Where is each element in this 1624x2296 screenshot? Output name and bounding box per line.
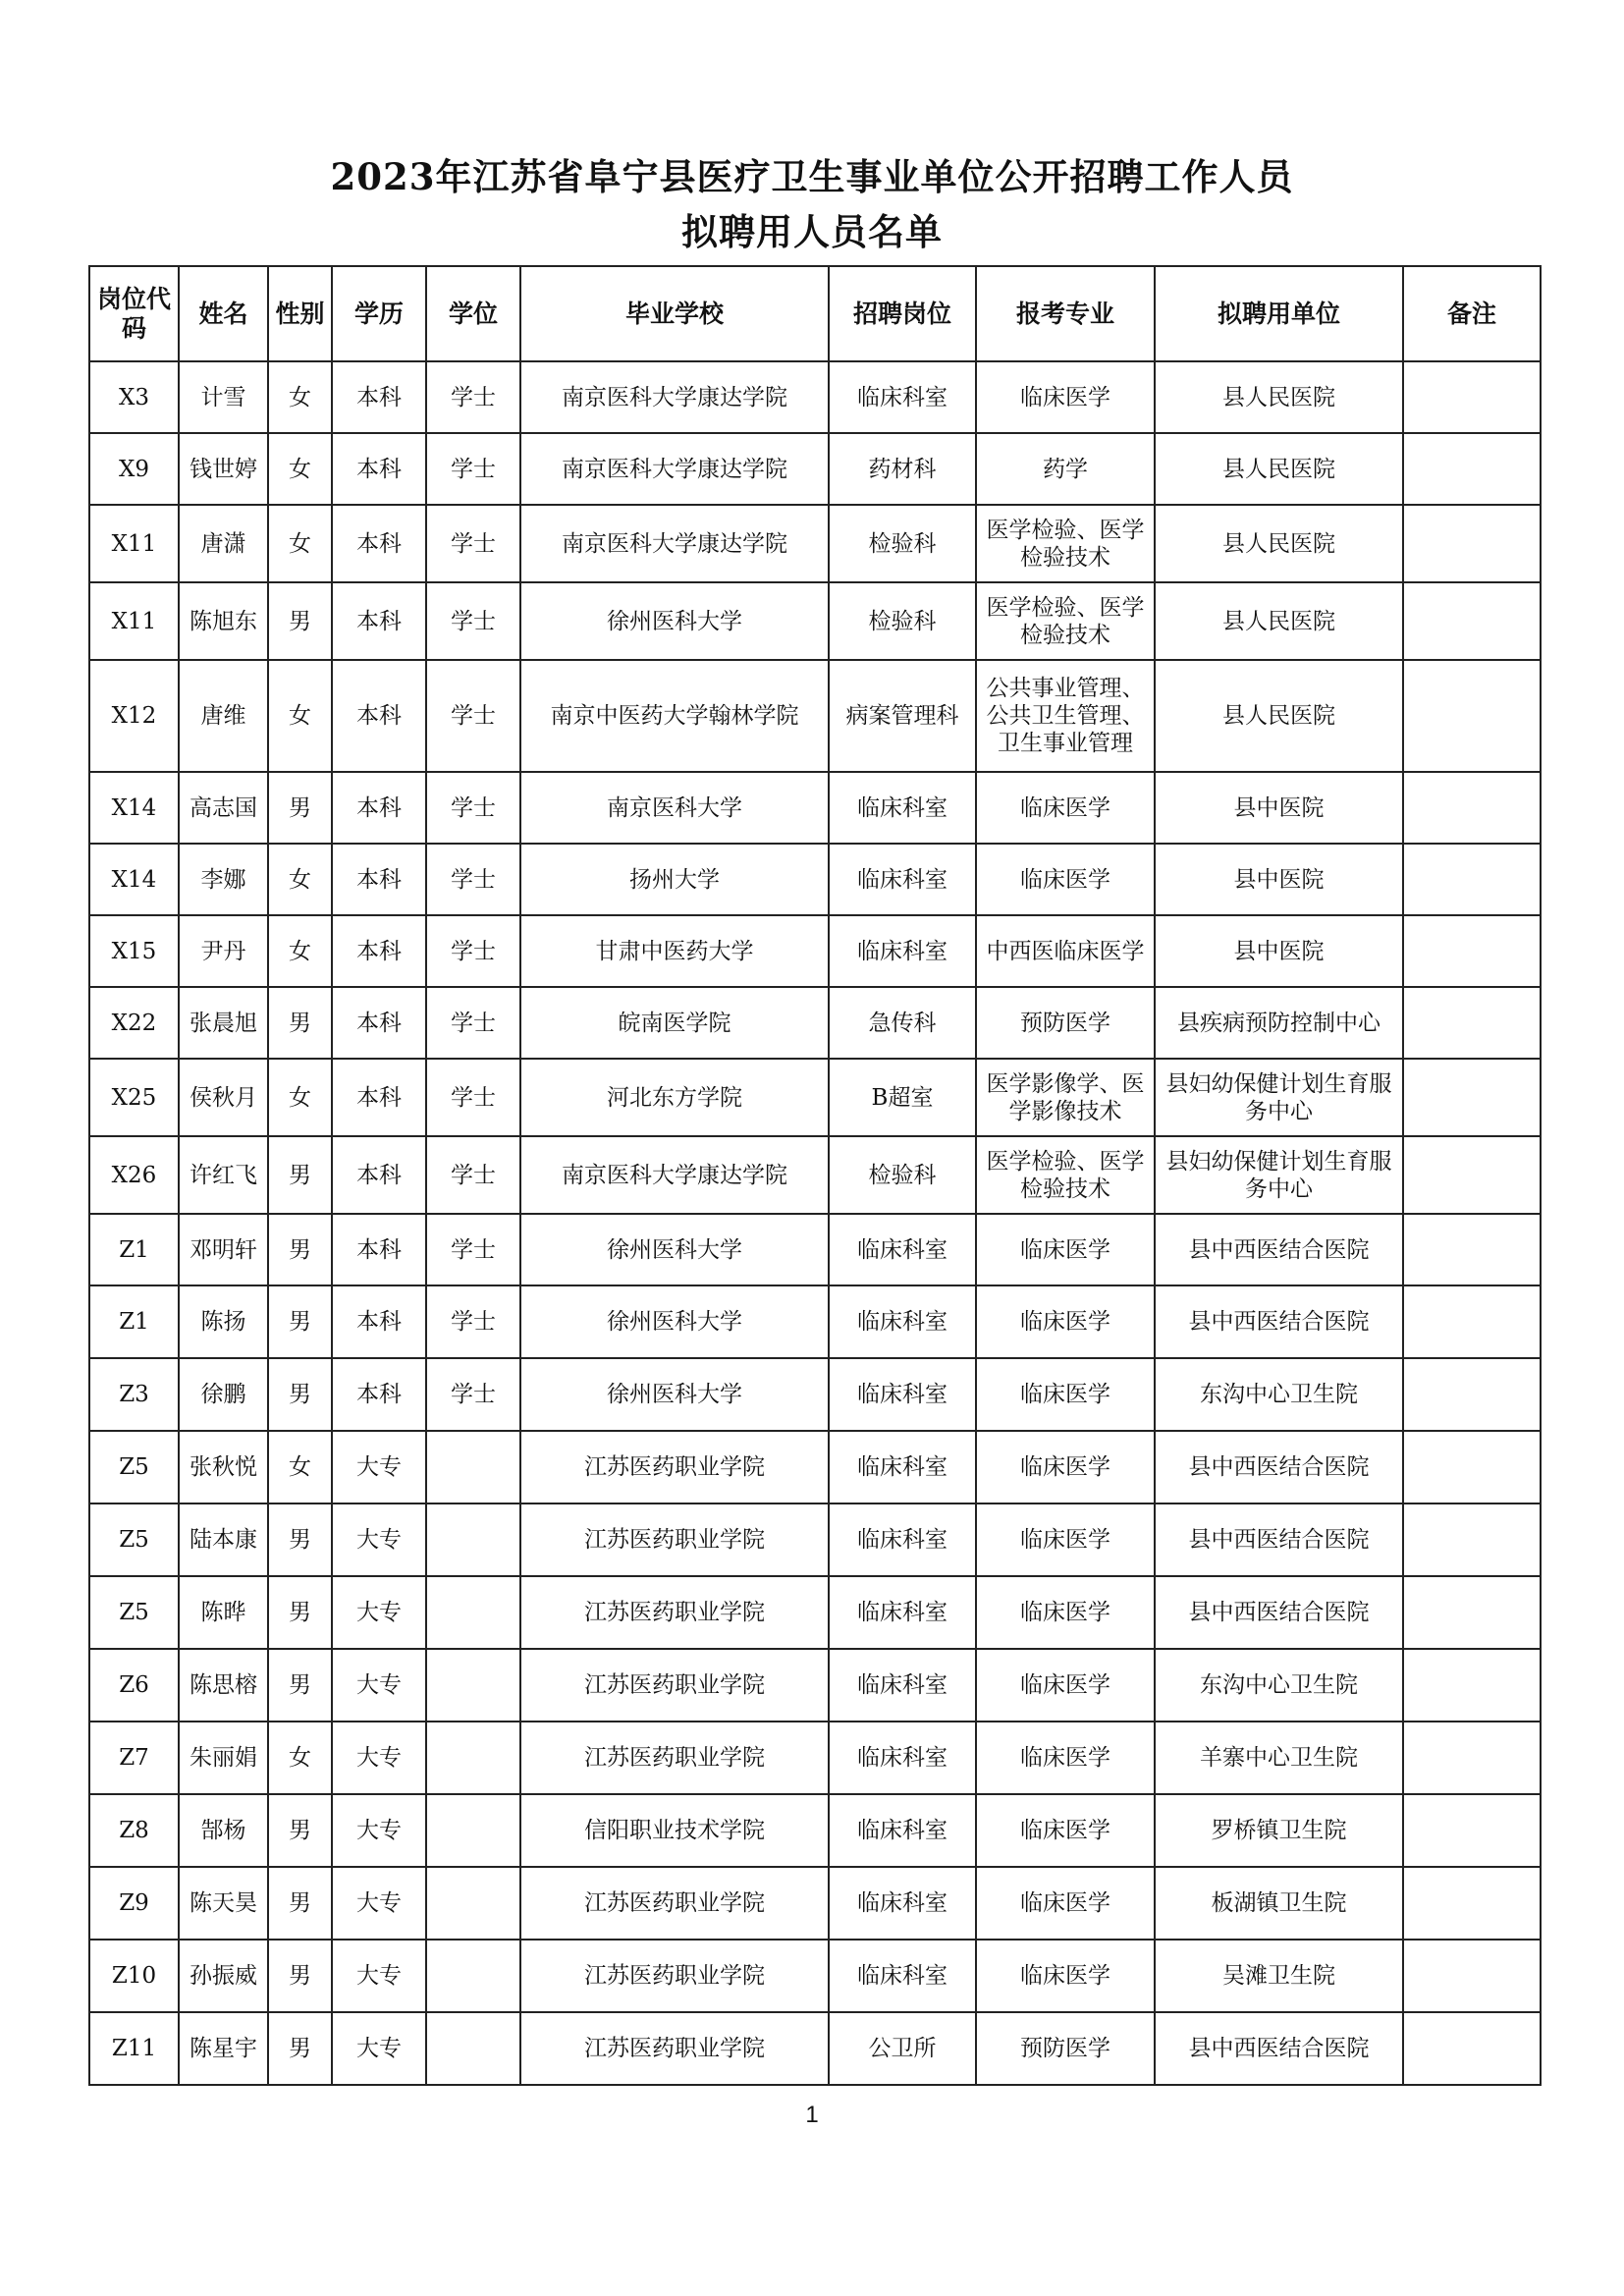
table-row — [89, 1285, 1541, 1358]
cell-note — [1403, 1867, 1541, 1940]
cell-position: 临床科室 — [829, 1649, 976, 1722]
header-gender: 性别 — [268, 266, 332, 361]
cell-name: 张晨旭 — [179, 987, 268, 1059]
cell-unit: 县中西医结合医院 — [1155, 1285, 1403, 1358]
cell-note — [1403, 2012, 1541, 2085]
cell-gender: 男 — [268, 987, 332, 1059]
cell-name: 陈天昊 — [179, 1867, 268, 1940]
cell-code: X11 — [89, 582, 179, 660]
cell-code: Z1 — [89, 1285, 179, 1358]
cell-major: 临床医学 — [976, 1503, 1155, 1576]
cell-code: X9 — [89, 433, 179, 505]
title-line-2: 拟聘用人员名单 — [681, 210, 943, 253]
cell-name: 孙振威 — [179, 1940, 268, 2012]
cell-gender: 男 — [268, 2012, 332, 2085]
cell-name: 邓明轩 — [179, 1214, 268, 1285]
cell-position: 检验科 — [829, 1136, 976, 1214]
cell-name: 唐维 — [179, 660, 268, 772]
cell-major: 临床医学 — [976, 1867, 1155, 1940]
cell-note — [1403, 1059, 1541, 1136]
table-row — [89, 660, 1541, 772]
cell-gender: 男 — [268, 1649, 332, 1722]
cell-school: 徐州医科大学 — [520, 1285, 829, 1358]
cell-name: 许红飞 — [179, 1136, 268, 1214]
cell-code: Z11 — [89, 2012, 179, 2085]
table-row — [89, 1576, 1541, 1649]
cell-unit: 县中医院 — [1155, 772, 1403, 844]
cell-unit: 县妇幼保健计划生育服务中心 — [1155, 1136, 1403, 1214]
cell-school: 皖南医学院 — [520, 987, 829, 1059]
cell-position: 临床科室 — [829, 1285, 976, 1358]
cell-major: 临床医学 — [976, 1285, 1155, 1358]
cell-position: 临床科室 — [829, 1503, 976, 1576]
cell-note — [1403, 505, 1541, 582]
cell-major: 医学检验、医学检验技术 — [976, 505, 1155, 582]
cell-note — [1403, 1214, 1541, 1285]
cell-school: 扬州大学 — [520, 844, 829, 915]
cell-unit: 县中西医结合医院 — [1155, 1576, 1403, 1649]
cell-school: 江苏医药职业学院 — [520, 1867, 829, 1940]
table-row — [89, 1214, 1541, 1285]
cell-code: Z8 — [89, 1794, 179, 1867]
cell-note — [1403, 1503, 1541, 1576]
cell-education: 本科 — [332, 1136, 426, 1214]
cell-degree — [426, 1940, 520, 2012]
cell-position: 临床科室 — [829, 1576, 976, 1649]
cell-unit: 县中西医结合医院 — [1155, 1503, 1403, 1576]
cell-major: 公共事业管理、公共卫生管理、卫生事业管理 — [976, 660, 1155, 772]
cell-code: X12 — [89, 660, 179, 772]
cell-position: 临床科室 — [829, 1722, 976, 1794]
cell-position: 临床科室 — [829, 915, 976, 987]
header-major: 报考专业 — [976, 266, 1155, 361]
header-name: 姓名 — [179, 266, 268, 361]
cell-unit: 县中西医结合医院 — [1155, 2012, 1403, 2085]
cell-note — [1403, 582, 1541, 660]
cell-education: 大专 — [332, 2012, 426, 2085]
header-position: 招聘岗位 — [829, 266, 976, 361]
cell-education: 本科 — [332, 361, 426, 433]
cell-position: B超室 — [829, 1059, 976, 1136]
cell-gender: 男 — [268, 1136, 332, 1214]
cell-note — [1403, 433, 1541, 505]
cell-position: 临床科室 — [829, 1940, 976, 2012]
cell-gender: 男 — [268, 1214, 332, 1285]
cell-school: 徐州医科大学 — [520, 1214, 829, 1285]
table-row — [89, 1136, 1541, 1214]
cell-education: 本科 — [332, 772, 426, 844]
cell-school: 南京医科大学康达学院 — [520, 1136, 829, 1214]
table-row — [89, 1358, 1541, 1431]
cell-degree — [426, 1431, 520, 1503]
cell-school: 徐州医科大学 — [520, 1358, 829, 1431]
cell-code: Z5 — [89, 1503, 179, 1576]
cell-school: 信阳职业技术学院 — [520, 1794, 829, 1867]
cell-gender: 女 — [268, 505, 332, 582]
cell-gender: 女 — [268, 844, 332, 915]
cell-education: 本科 — [332, 582, 426, 660]
cell-major: 临床医学 — [976, 844, 1155, 915]
table-row — [89, 1722, 1541, 1794]
cell-note — [1403, 1136, 1541, 1214]
cell-position: 病案管理科 — [829, 660, 976, 772]
cell-gender: 女 — [268, 915, 332, 987]
cell-name: 陈晔 — [179, 1576, 268, 1649]
cell-gender: 女 — [268, 660, 332, 772]
cell-degree: 学士 — [426, 582, 520, 660]
cell-degree — [426, 2012, 520, 2085]
table-row — [89, 433, 1541, 505]
cell-name: 徐鹏 — [179, 1358, 268, 1431]
cell-degree: 学士 — [426, 987, 520, 1059]
cell-position: 临床科室 — [829, 844, 976, 915]
cell-degree: 学士 — [426, 1059, 520, 1136]
cell-gender: 男 — [268, 1358, 332, 1431]
cell-position: 检验科 — [829, 505, 976, 582]
cell-unit: 羊寨中心卫生院 — [1155, 1722, 1403, 1794]
table-row — [89, 1059, 1541, 1136]
cell-education: 本科 — [332, 1285, 426, 1358]
cell-gender: 女 — [268, 361, 332, 433]
header-unit: 拟聘用单位 — [1155, 266, 1403, 361]
cell-education: 本科 — [332, 915, 426, 987]
cell-unit: 县疾病预防控制中心 — [1155, 987, 1403, 1059]
cell-note — [1403, 1794, 1541, 1867]
cell-note — [1403, 1285, 1541, 1358]
cell-degree — [426, 1649, 520, 1722]
cell-major: 临床医学 — [976, 1214, 1155, 1285]
cell-gender: 女 — [268, 433, 332, 505]
cell-school: 江苏医药职业学院 — [520, 1722, 829, 1794]
cell-name: 张秋悦 — [179, 1431, 268, 1503]
cell-education: 大专 — [332, 1503, 426, 1576]
cell-school: 河北东方学院 — [520, 1059, 829, 1136]
cell-education: 大专 — [332, 1867, 426, 1940]
cell-note — [1403, 1576, 1541, 1649]
table-body — [89, 361, 1541, 2085]
cell-major: 药学 — [976, 433, 1155, 505]
cell-school: 徐州医科大学 — [520, 582, 829, 660]
cell-education: 大专 — [332, 1794, 426, 1867]
cell-major: 临床医学 — [976, 1794, 1155, 1867]
cell-gender: 男 — [268, 582, 332, 660]
cell-name: 尹丹 — [179, 915, 268, 987]
cell-unit: 板湖镇卫生院 — [1155, 1867, 1403, 1940]
table-row — [89, 582, 1541, 660]
cell-school: 南京医科大学 — [520, 772, 829, 844]
cell-degree: 学士 — [426, 772, 520, 844]
cell-unit: 县妇幼保健计划生育服务中心 — [1155, 1059, 1403, 1136]
cell-education: 本科 — [332, 987, 426, 1059]
cell-code: X22 — [89, 987, 179, 1059]
cell-unit: 县人民医院 — [1155, 433, 1403, 505]
cell-gender: 男 — [268, 1576, 332, 1649]
header-degree: 学位 — [426, 266, 520, 361]
cell-major: 临床医学 — [976, 1722, 1155, 1794]
table-row — [89, 987, 1541, 1059]
cell-note — [1403, 772, 1541, 844]
cell-unit: 县中医院 — [1155, 915, 1403, 987]
cell-unit: 县人民医院 — [1155, 361, 1403, 433]
cell-name: 李娜 — [179, 844, 268, 915]
cell-education: 本科 — [332, 844, 426, 915]
cell-school: 南京医科大学康达学院 — [520, 505, 829, 582]
cell-gender: 男 — [268, 1794, 332, 1867]
cell-note — [1403, 1649, 1541, 1722]
cell-code: X25 — [89, 1059, 179, 1136]
cell-degree — [426, 1576, 520, 1649]
header-note: 备注 — [1403, 266, 1541, 361]
cell-code: X14 — [89, 772, 179, 844]
cell-gender: 女 — [268, 1431, 332, 1503]
cell-note — [1403, 844, 1541, 915]
cell-name: 陈扬 — [179, 1285, 268, 1358]
cell-school: 江苏医药职业学院 — [520, 1503, 829, 1576]
table-row — [89, 772, 1541, 844]
cell-education: 大专 — [332, 1576, 426, 1649]
cell-position: 临床科室 — [829, 1867, 976, 1940]
cell-note — [1403, 660, 1541, 772]
cell-degree: 学士 — [426, 1214, 520, 1285]
cell-school: 江苏医药职业学院 — [520, 2012, 829, 2085]
table-row — [89, 1431, 1541, 1503]
cell-unit: 县人民医院 — [1155, 505, 1403, 582]
cell-note — [1403, 361, 1541, 433]
cell-degree: 学士 — [426, 1285, 520, 1358]
cell-code: Z7 — [89, 1722, 179, 1794]
cell-education: 大专 — [332, 1722, 426, 1794]
cell-gender: 男 — [268, 772, 332, 844]
cell-position: 急传科 — [829, 987, 976, 1059]
cell-degree — [426, 1867, 520, 1940]
cell-gender: 男 — [268, 1940, 332, 2012]
cell-major: 医学检验、医学检验技术 — [976, 582, 1155, 660]
cell-major: 预防医学 — [976, 2012, 1155, 2085]
cell-unit: 县中西医结合医院 — [1155, 1431, 1403, 1503]
cell-gender: 女 — [268, 1722, 332, 1794]
cell-code: Z6 — [89, 1649, 179, 1722]
cell-education: 本科 — [332, 1214, 426, 1285]
cell-code: X14 — [89, 844, 179, 915]
cell-unit: 县中医院 — [1155, 844, 1403, 915]
cell-major: 临床医学 — [976, 772, 1155, 844]
cell-education: 本科 — [332, 1059, 426, 1136]
cell-code: Z10 — [89, 1940, 179, 2012]
cell-gender: 男 — [268, 1503, 332, 1576]
cell-degree: 学士 — [426, 1136, 520, 1214]
cell-school: 南京医科大学康达学院 — [520, 361, 829, 433]
header-school: 毕业学校 — [520, 266, 829, 361]
cell-name: 高志国 — [179, 772, 268, 844]
cell-education: 大专 — [332, 1431, 426, 1503]
table-row — [89, 844, 1541, 915]
cell-degree: 学士 — [426, 844, 520, 915]
cell-unit: 罗桥镇卫生院 — [1155, 1794, 1403, 1867]
cell-unit: 县中西医结合医院 — [1155, 1214, 1403, 1285]
table-row — [89, 1794, 1541, 1867]
cell-name: 郜杨 — [179, 1794, 268, 1867]
cell-unit: 县人民医院 — [1155, 582, 1403, 660]
cell-degree — [426, 1794, 520, 1867]
cell-name: 陈旭东 — [179, 582, 268, 660]
cell-code: Z3 — [89, 1358, 179, 1431]
table-row — [89, 505, 1541, 582]
cell-degree: 学士 — [426, 915, 520, 987]
cell-position: 药材科 — [829, 433, 976, 505]
cell-school: 江苏医药职业学院 — [520, 1940, 829, 2012]
cell-degree: 学士 — [426, 433, 520, 505]
table-row — [89, 915, 1541, 987]
cell-position: 临床科室 — [829, 772, 976, 844]
cell-note — [1403, 915, 1541, 987]
cell-school: 江苏医药职业学院 — [520, 1431, 829, 1503]
table-header-row — [89, 266, 1541, 361]
cell-note — [1403, 1431, 1541, 1503]
header-education: 学历 — [332, 266, 426, 361]
cell-gender: 男 — [268, 1867, 332, 1940]
cell-unit: 东沟中心卫生院 — [1155, 1649, 1403, 1722]
cell-education: 本科 — [332, 660, 426, 772]
cell-code: Z5 — [89, 1431, 179, 1503]
cell-position: 临床科室 — [829, 361, 976, 433]
cell-code: Z9 — [89, 1867, 179, 1940]
cell-position: 临床科室 — [829, 1358, 976, 1431]
cell-major: 中西医临床医学 — [976, 915, 1155, 987]
cell-code: Z1 — [89, 1214, 179, 1285]
header-code: 岗位代码 — [89, 266, 179, 361]
cell-major: 预防医学 — [976, 987, 1155, 1059]
cell-degree: 学士 — [426, 1358, 520, 1431]
cell-name: 钱世婷 — [179, 433, 268, 505]
cell-code: X26 — [89, 1136, 179, 1214]
document-title — [0, 149, 1624, 259]
cell-name: 陈思榕 — [179, 1649, 268, 1722]
table-row — [89, 1940, 1541, 2012]
cell-name: 陈星宇 — [179, 2012, 268, 2085]
cell-major: 临床医学 — [976, 1576, 1155, 1649]
candidate-table — [88, 265, 1542, 2086]
cell-education: 大专 — [332, 1649, 426, 1722]
cell-note — [1403, 987, 1541, 1059]
table-row — [89, 1503, 1541, 1576]
cell-degree: 学士 — [426, 361, 520, 433]
cell-name: 唐潇 — [179, 505, 268, 582]
cell-major: 临床医学 — [976, 1649, 1155, 1722]
cell-note — [1403, 1722, 1541, 1794]
cell-name: 朱丽娟 — [179, 1722, 268, 1794]
cell-position: 公卫所 — [829, 2012, 976, 2085]
cell-name: 计雪 — [179, 361, 268, 433]
cell-school: 江苏医药职业学院 — [520, 1576, 829, 1649]
page-number: 1 — [805, 2102, 819, 2128]
cell-name: 侯秋月 — [179, 1059, 268, 1136]
cell-school: 江苏医药职业学院 — [520, 1649, 829, 1722]
cell-note — [1403, 1358, 1541, 1431]
cell-position: 临床科室 — [829, 1431, 976, 1503]
cell-code: Z5 — [89, 1576, 179, 1649]
cell-unit: 东沟中心卫生院 — [1155, 1358, 1403, 1431]
cell-position: 检验科 — [829, 582, 976, 660]
cell-unit: 吴滩卫生院 — [1155, 1940, 1403, 2012]
cell-education: 本科 — [332, 505, 426, 582]
cell-major: 临床医学 — [976, 361, 1155, 433]
cell-major: 临床医学 — [976, 1431, 1155, 1503]
cell-education: 本科 — [332, 433, 426, 505]
cell-code: X11 — [89, 505, 179, 582]
cell-gender: 男 — [268, 1285, 332, 1358]
cell-code: X15 — [89, 915, 179, 987]
cell-major: 临床医学 — [976, 1940, 1155, 2012]
cell-code: X3 — [89, 361, 179, 433]
cell-name: 陆本康 — [179, 1503, 268, 1576]
table-row — [89, 1649, 1541, 1722]
cell-unit: 县人民医院 — [1155, 660, 1403, 772]
cell-education: 本科 — [332, 1358, 426, 1431]
cell-degree: 学士 — [426, 660, 520, 772]
cell-note — [1403, 1940, 1541, 2012]
cell-position: 临床科室 — [829, 1794, 976, 1867]
cell-major: 临床医学 — [976, 1358, 1155, 1431]
title-line-1: 2023年江苏省阜宁县医疗卫生事业单位公开招聘工作人员 — [330, 155, 1294, 198]
cell-school: 南京中医药大学翰林学院 — [520, 660, 829, 772]
cell-degree — [426, 1722, 520, 1794]
cell-school: 南京医科大学康达学院 — [520, 433, 829, 505]
cell-position: 临床科室 — [829, 1214, 976, 1285]
cell-major: 医学影像学、医学影像技术 — [976, 1059, 1155, 1136]
cell-education: 大专 — [332, 1940, 426, 2012]
table-row — [89, 1867, 1541, 1940]
cell-school: 甘肃中医药大学 — [520, 915, 829, 987]
cell-major: 医学检验、医学检验技术 — [976, 1136, 1155, 1214]
table-row — [89, 2012, 1541, 2085]
cell-degree — [426, 1503, 520, 1576]
cell-degree: 学士 — [426, 505, 520, 582]
table-row — [89, 361, 1541, 433]
cell-gender: 女 — [268, 1059, 332, 1136]
